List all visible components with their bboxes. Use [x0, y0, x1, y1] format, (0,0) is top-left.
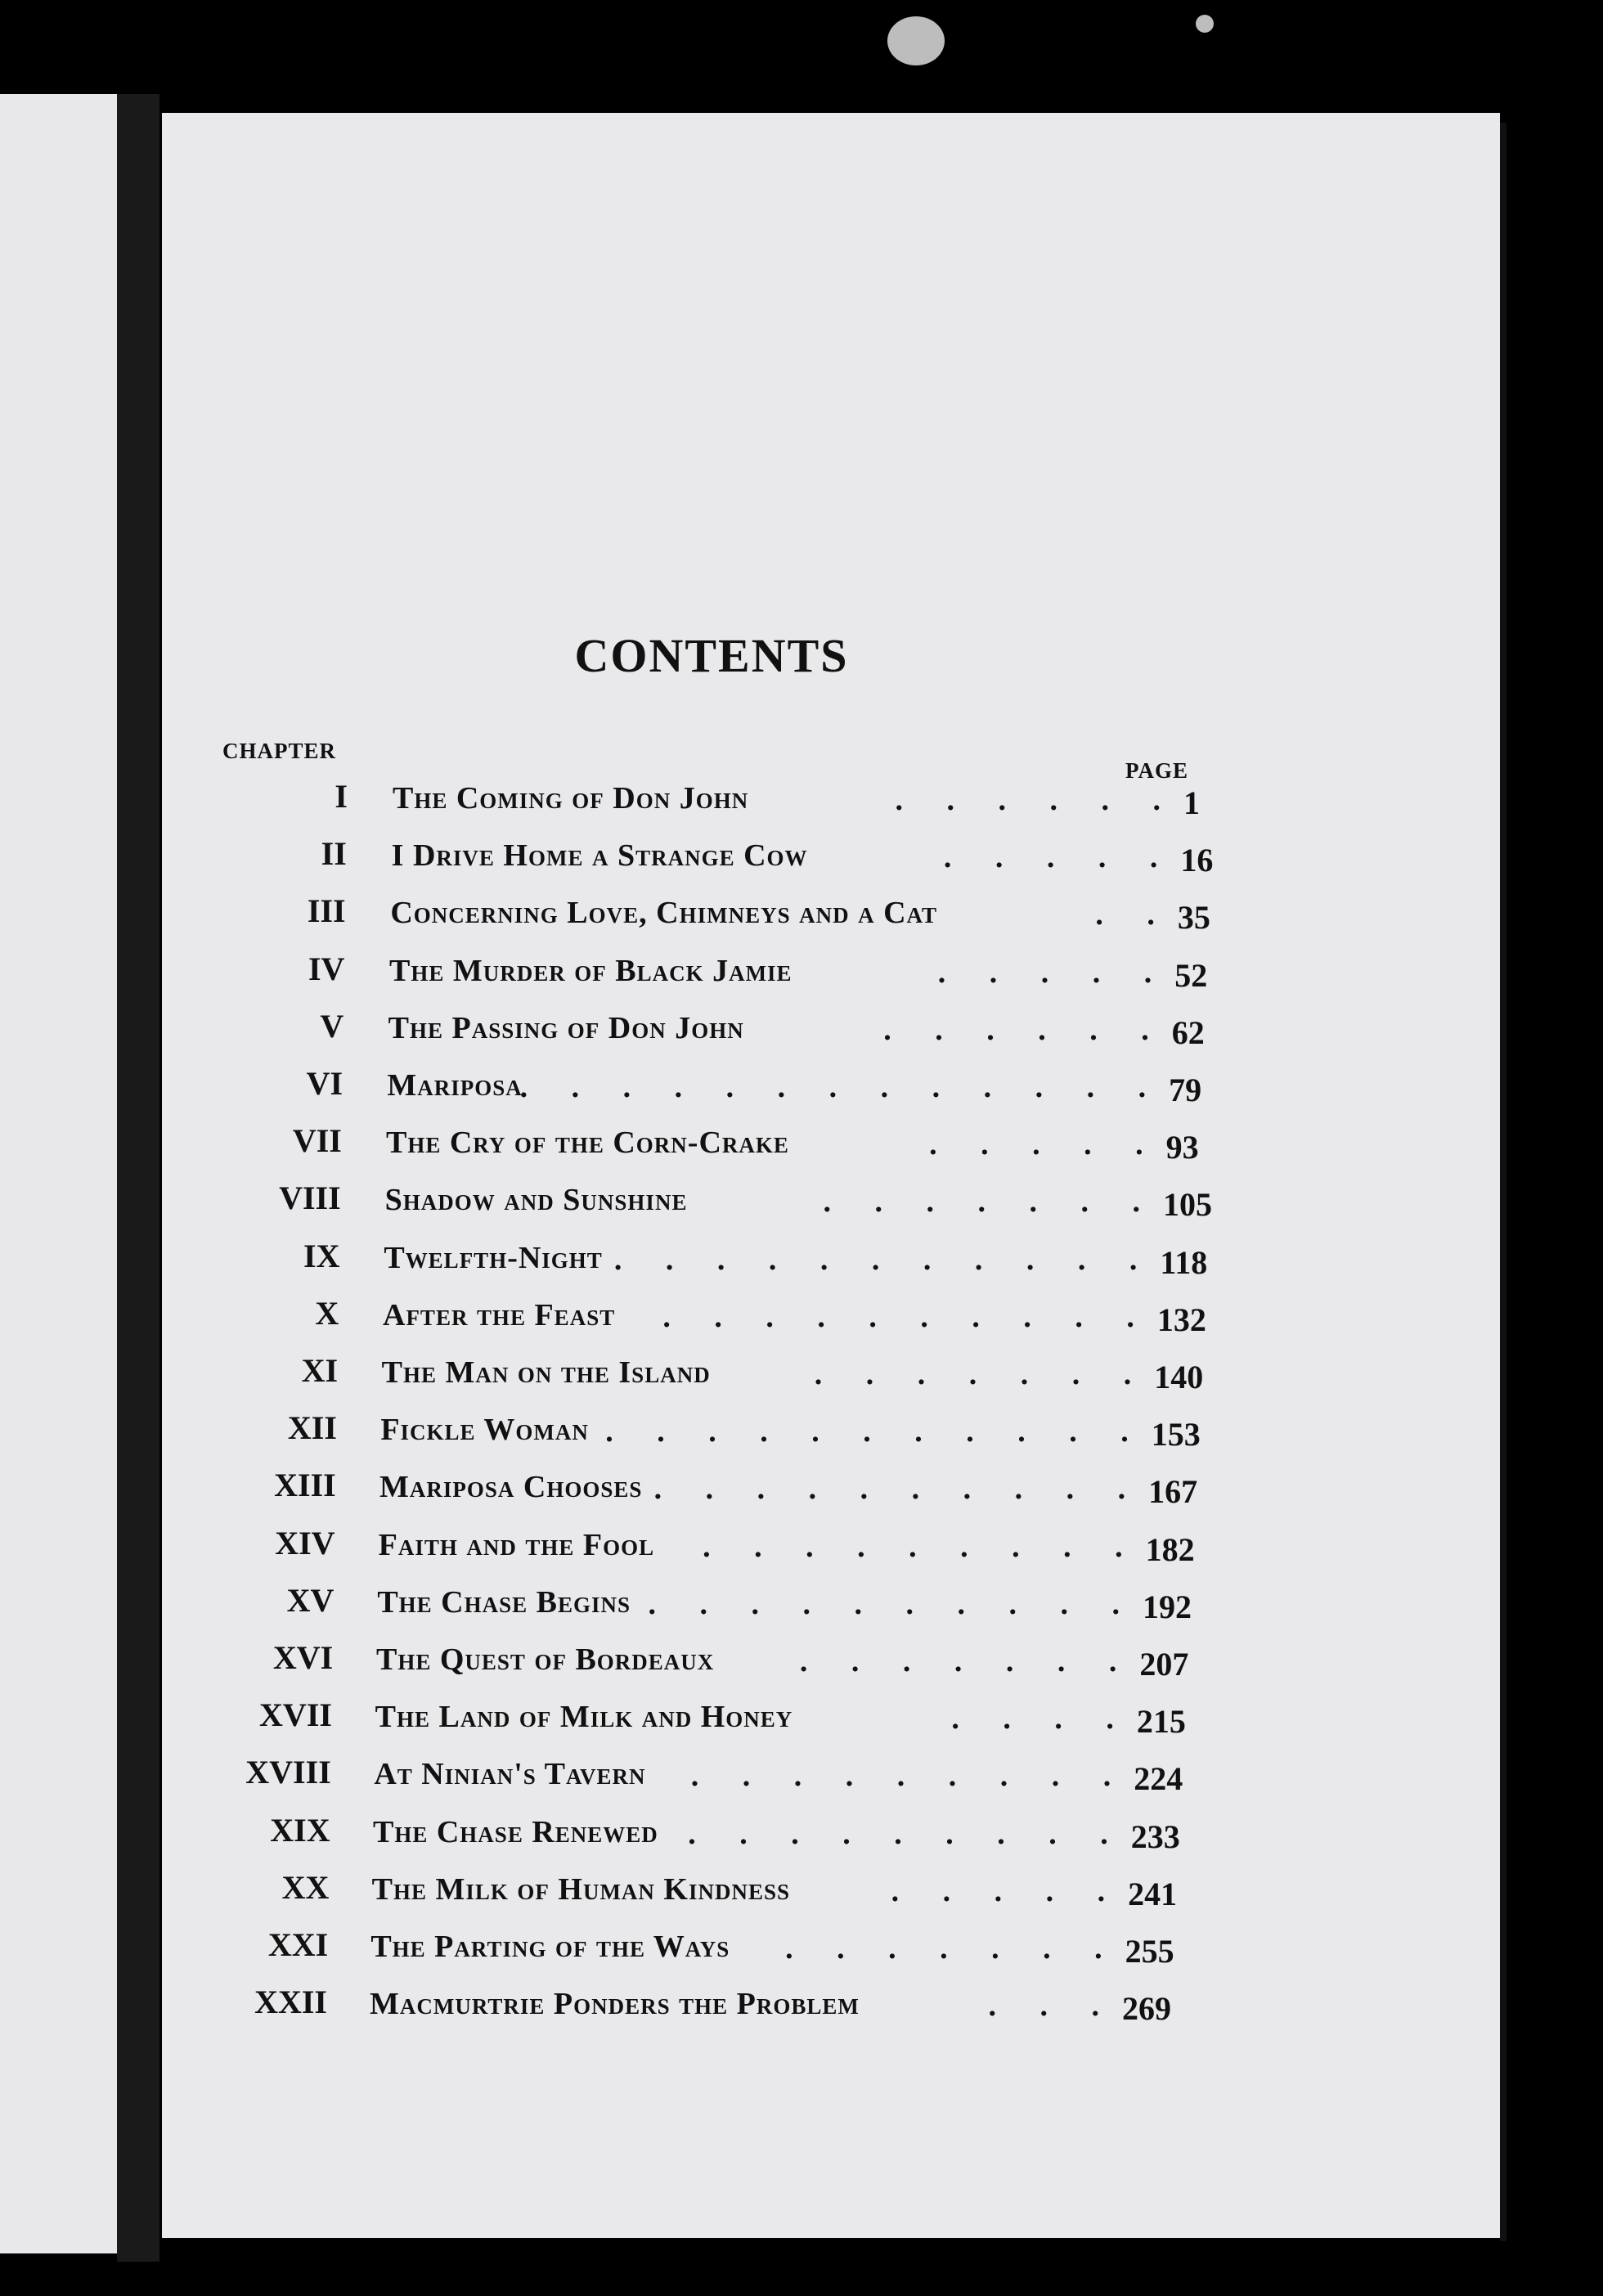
- leader-dots: . . . . . . . . . .: [648, 1586, 1138, 1621]
- scan-smudge: [1196, 15, 1214, 33]
- toc-entry: [0, 892, 1603, 944]
- leader-dots: . . . . . . .: [814, 1357, 1150, 1391]
- toc-entry: [0, 1237, 1603, 1289]
- page-number: 140: [1154, 1359, 1204, 1395]
- chapter-title: Macmurtrie Ponders the Problem: [370, 1987, 860, 2022]
- page-number: 35: [1177, 899, 1210, 937]
- page-number: 255: [1125, 1933, 1174, 1970]
- scan-smudge: [887, 16, 945, 65]
- chapter-column-header: CHAPTER: [222, 739, 337, 763]
- chapter-number: II: [321, 835, 347, 873]
- chapter-title: Twelfth-Night: [384, 1240, 603, 1275]
- toc-entry: [0, 1179, 1603, 1231]
- chapter-title: The Passing of Don John: [388, 1010, 744, 1045]
- page-number: 1: [1183, 784, 1200, 821]
- leader-dots: . . . . . . . . .: [688, 1816, 1126, 1851]
- chapter-number: IV: [308, 950, 345, 987]
- page-number: 79: [1169, 1072, 1202, 1108]
- leader-dots: . . . . . . . . . . .: [613, 1242, 1156, 1277]
- chapter-title: The Murder of Black Jamie: [389, 953, 793, 988]
- page-number: 233: [1130, 1817, 1180, 1855]
- chapter-title: The Milk of Human Kindness: [371, 1871, 791, 1907]
- chapter-title: At Ninian's Tavern: [374, 1757, 646, 1792]
- page-number: 105: [1163, 1186, 1212, 1224]
- leader-dots: . .: [1095, 897, 1173, 932]
- toc-entry: [0, 1753, 1603, 1805]
- leader-dots: . . . . . . .: [785, 1931, 1120, 1966]
- leader-dots: . . . . . . . . .: [703, 1529, 1141, 1564]
- chapter-title: The Land of Milk and Honey: [375, 1700, 793, 1735]
- page-number: 93: [1165, 1129, 1199, 1166]
- toc-entry: [0, 1811, 1603, 1863]
- toc-entry: [0, 1983, 1603, 2035]
- chapter-number: XIX: [270, 1811, 330, 1849]
- toc-entry: [0, 1868, 1603, 1921]
- leader-dots: . . . . . .: [883, 1012, 1167, 1047]
- chapter-title: The Cry of the Corn-Crake: [386, 1126, 789, 1161]
- toc-entry: [0, 1294, 1603, 1346]
- page-title: CONTENTS: [574, 629, 849, 682]
- chapter-number: XVI: [272, 1639, 334, 1676]
- chapter-number: VII: [292, 1122, 342, 1160]
- chapter-title: The Man on the Island: [381, 1355, 711, 1390]
- chapter-number: IX: [303, 1237, 340, 1274]
- leader-dots: . . . . . . . . . . . . .: [519, 1070, 1165, 1104]
- toc-entry: [0, 1638, 1603, 1691]
- chapter-number: I: [335, 778, 348, 815]
- chapter-number: XV: [286, 1581, 335, 1619]
- page-number: 215: [1136, 1703, 1186, 1741]
- page-number: 52: [1174, 956, 1208, 994]
- chapter-number: XXII: [254, 1984, 327, 2021]
- chapter-title: Fickle Woman: [380, 1413, 589, 1448]
- toc-entry: [0, 1581, 1603, 1633]
- toc-entry: [0, 1925, 1603, 1978]
- chapter-title: The Coming of Don John: [393, 781, 749, 816]
- chapter-number: III: [307, 892, 346, 930]
- chapter-number: VIII: [279, 1179, 341, 1217]
- page-number: 118: [1160, 1243, 1208, 1281]
- chapter-title: Mariposa: [387, 1068, 523, 1103]
- chapter-title: After the Feast: [383, 1297, 616, 1332]
- leader-dots: . . . . .: [943, 840, 1176, 875]
- chapter-number: XIV: [275, 1524, 335, 1561]
- chapter-number: XX: [281, 1868, 330, 1906]
- leader-dots: . . . . . .: [895, 783, 1179, 817]
- chapter-title: The Chase Begins: [377, 1584, 631, 1620]
- page-number: 241: [1128, 1875, 1178, 1912]
- toc-entry: [0, 950, 1603, 1002]
- leader-dots: . . . . .: [891, 1873, 1124, 1908]
- page-number: 132: [1156, 1301, 1206, 1338]
- chapter-title: The Chase Renewed: [373, 1814, 658, 1849]
- chapter-title: Mariposa Chooses: [379, 1470, 643, 1505]
- chapter-number: XXI: [267, 1926, 329, 1963]
- page-number: 16: [1180, 842, 1214, 879]
- chapter-number: XIII: [274, 1467, 336, 1504]
- page-number: 167: [1148, 1473, 1198, 1511]
- toc-entry: [0, 1064, 1603, 1117]
- chapter-number: XI: [301, 1352, 339, 1389]
- toc-entry: [0, 777, 1603, 829]
- leader-dots: . . . . . . .: [823, 1184, 1158, 1220]
- chapter-number: V: [320, 1007, 344, 1045]
- page-number: 207: [1139, 1646, 1189, 1683]
- chapter-number: X: [315, 1294, 339, 1332]
- leader-dots: . . . . .: [929, 1127, 1161, 1162]
- page-number: 182: [1145, 1530, 1195, 1568]
- toc-entry: [0, 1409, 1603, 1461]
- toc-entry: [0, 1524, 1603, 1576]
- leader-dots: . . . . . . . . .: [690, 1759, 1129, 1794]
- leader-dots: . . . . . . .: [799, 1644, 1135, 1678]
- page-number: 153: [1151, 1416, 1201, 1454]
- chapter-number: XVIII: [245, 1754, 331, 1791]
- chapter-title: Faith and the Fool: [378, 1527, 655, 1562]
- chapter-title: The Quest of Bordeaux: [376, 1642, 715, 1677]
- chapter-number: VI: [306, 1065, 344, 1102]
- page-number: 192: [1143, 1588, 1192, 1625]
- leader-dots: . . . . . . . . . .: [653, 1472, 1144, 1507]
- leader-dots: . . . . . . . . . .: [662, 1299, 1152, 1334]
- toc-entry: [0, 1696, 1603, 1748]
- leader-dots: . . .: [988, 1988, 1117, 2024]
- page-column-header: PAGE: [1125, 758, 1188, 783]
- chapter-title: I Drive Home a Strange Cow: [391, 838, 808, 874]
- chapter-number: XII: [287, 1409, 337, 1447]
- page-number: 269: [1122, 1990, 1171, 2028]
- page-number: 62: [1171, 1013, 1205, 1051]
- toc-entry: [0, 1121, 1603, 1174]
- toc-entry: [0, 1007, 1603, 1059]
- leader-dots: . . . .: [951, 1701, 1132, 1737]
- leader-dots: . . . . . . . . . . .: [605, 1414, 1147, 1449]
- leader-dots: . . . . .: [937, 955, 1170, 990]
- chapter-title: Concerning Love, Chimneys and a Cat: [390, 896, 938, 931]
- toc-entry: [0, 1351, 1603, 1404]
- toc-entry: [0, 1466, 1603, 1518]
- page-number: 224: [1134, 1760, 1183, 1798]
- chapter-number: XVII: [259, 1696, 332, 1734]
- chapter-title: The Parting of the Ways: [370, 1930, 730, 1964]
- chapter-title: Shadow and Sunshine: [384, 1183, 688, 1218]
- toc-entry: [0, 834, 1603, 887]
